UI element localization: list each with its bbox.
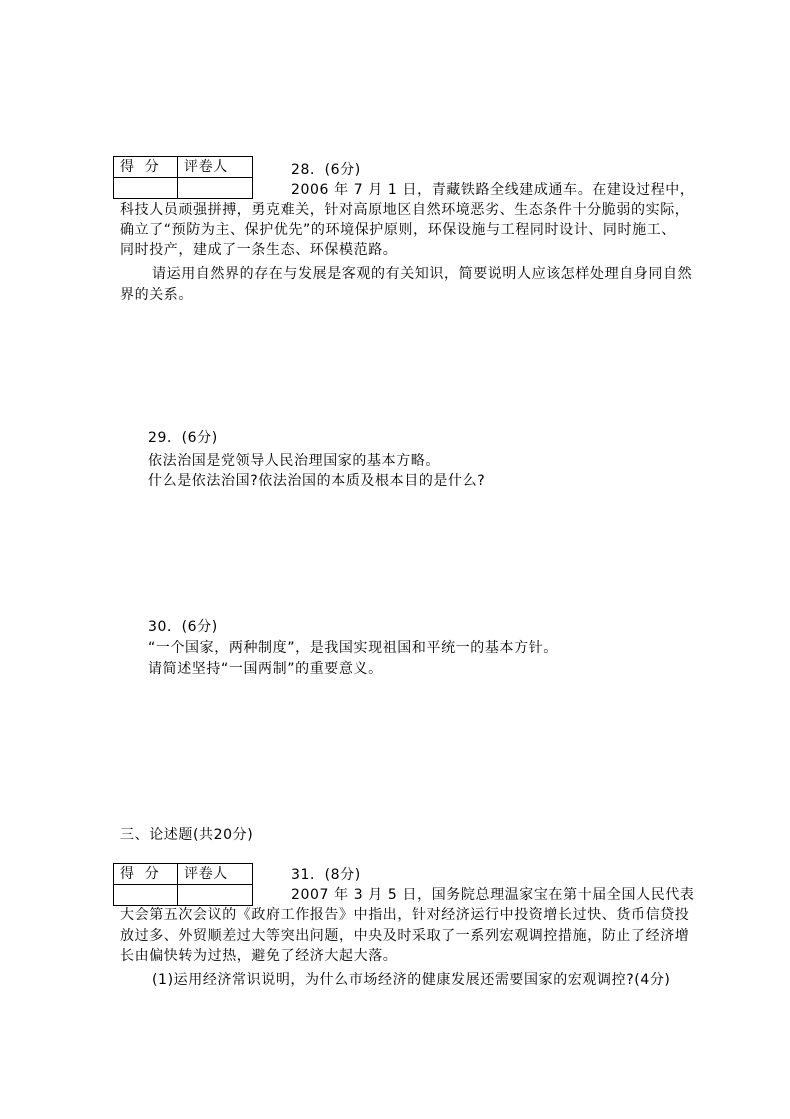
score-cell[interactable] bbox=[114, 178, 178, 199]
score-label: 得 分 bbox=[114, 864, 178, 885]
q28-line: 确立了“预防为主、保护优先”的环境保护原则，环保设施与工程同时设计、同时施工、 bbox=[120, 222, 676, 238]
q31-line: 放过多、外贸顺差过大等突出问题，中央及时采取了一系列宏观调控措施，防止了经济增 bbox=[120, 928, 690, 944]
grader-cell[interactable] bbox=[178, 885, 253, 906]
q30-number: 30．(6分) bbox=[148, 619, 218, 635]
score-cell[interactable] bbox=[114, 885, 178, 906]
q29-number: 29．(6分) bbox=[148, 430, 218, 446]
q31-line: 大会第五次会议的《政府工作报告》中指出，针对经济运行中投资增长过快、货币信贷投 bbox=[120, 907, 690, 923]
q29-question: 什么是依法治国?依法治国的本质及根本目的是什么? bbox=[148, 473, 486, 489]
q31-number: 31．(8分) bbox=[291, 867, 361, 883]
q28-question: 请运用自然界的存在与发展是客观的有关知识，简要说明人应该怎样处理自身同自然 bbox=[152, 266, 693, 282]
q28-line: 科技人员顽强拼搏，勇克难关，针对高原地区自然环境恶劣、生态条件十分脆弱的实际， bbox=[120, 202, 690, 218]
score-table-1 bbox=[113, 156, 253, 199]
q28-question: 界的关系。 bbox=[120, 287, 193, 303]
q28-number: 28．(6分) bbox=[291, 162, 361, 178]
q30-line: “一个国家，两种制度”，是我国实现祖国和平统一的基本方针。 bbox=[148, 640, 558, 656]
score-label: 得 分 bbox=[114, 157, 178, 178]
q31-subquestion: (1)运用经济常识说明，为什么市场经济的健康发展还需要国家的宏观调控?(4分) bbox=[152, 972, 671, 988]
grader-label: 评卷人 bbox=[178, 864, 253, 885]
section-title: 三、论述题(共20分) bbox=[120, 827, 254, 843]
grader-cell[interactable] bbox=[178, 178, 253, 199]
score-table-2 bbox=[113, 863, 253, 906]
q31-line: 长由偏快转为过热，避免了经济大起大落。 bbox=[120, 948, 398, 964]
q28-line: 2006 年 7 月 1 日，青藏铁路全线建成通车。在建设过程中， bbox=[291, 182, 695, 198]
q31-line: 2007 年 3 月 5 日，国务院总理温家宝在第十届全国人民代表 bbox=[291, 887, 695, 903]
q30-question: 请简述坚持“一国两制”的重要意义。 bbox=[148, 661, 383, 677]
q28-line: 同时投产，建成了一条生态、环保模范路。 bbox=[120, 242, 398, 258]
q29-line: 依法治国是党领导人民治理国家的基本方略。 bbox=[148, 453, 440, 469]
grader-label: 评卷人 bbox=[178, 157, 253, 178]
